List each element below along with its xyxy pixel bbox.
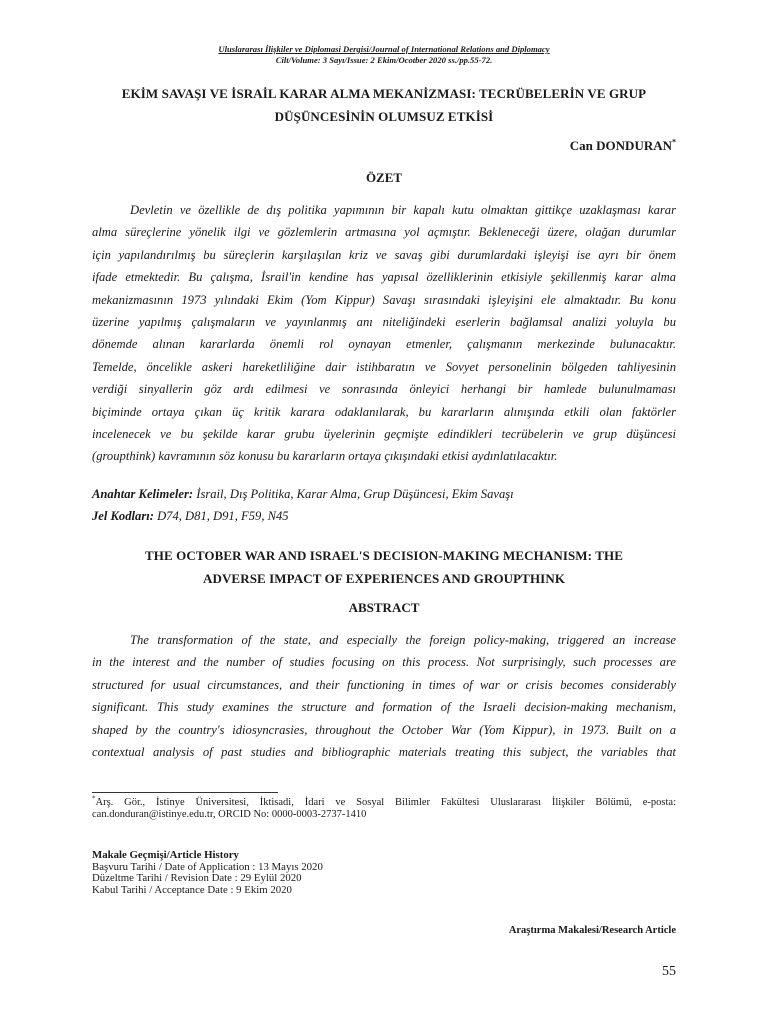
history-acceptance: Kabul Tarihi / Acceptance Date : 9 Ekim 2020 (92, 883, 292, 896)
ozet-line: Temelde, öncelikle askeri hareketliliğine dair istihbaratın ve Sovyet personelinin bölgeden tahliyesinin (92, 359, 676, 374)
ozet-body (92, 199, 676, 468)
turkish-title-line: EKİM SAVAŞI VE İSRAİL KARAR ALMA MEKANİZMASI: TECRÜBELERİN VE GRUP (121, 86, 647, 101)
journal-name-header: Uluslararası İlişkiler ve Diplomasi Dergisi/Journal of International Relations and Diplomacy (218, 44, 550, 54)
page-number: 55 (662, 964, 676, 979)
article-type: Araştırma Makalesi/Research Article (508, 925, 676, 936)
jel-label: Jel Kodları: (92, 509, 154, 523)
footnote-mark: * (92, 794, 96, 803)
ozet-line: Devletin ve özellikle de dış politika yapımının bir kapalı kutu olmaktan gittikçe uzaklaşması karar (130, 203, 676, 217)
issue-info-header: Cilt/Volume: 3 Sayı/Issue: 2 Ekim/Ocotber 2020 ss./pp.55-72. (275, 55, 493, 65)
author-footnote-mark[interactable]: * (672, 137, 676, 147)
history-title: Makale Geçmişi/Article History (92, 849, 239, 861)
abstract-line: contextual analysis of past studies and bibliographic materials treating this subject, the variables that (92, 745, 676, 760)
abstract-line: The transformation of the state, and especially the foreign policy-making, triggered an increase (130, 633, 676, 647)
turkish-title (0, 82, 768, 128)
english-title-line: THE OCTOBER WAR AND ISRAEL'S DECISION-MAKING MECHANISM: THE (145, 548, 623, 563)
ozet-line: alma süreçlerine yönelik ilgi ve gözlemlerin artmasına yol açmıştır. Bekleneceği üzere, olağan durumlar (92, 225, 676, 240)
history-revision: Düzeltme Tarihi / Revision Date : 29 Eylül 2020 (92, 872, 302, 884)
abstract-body (92, 629, 676, 763)
english-title (0, 544, 768, 590)
abstract-heading: ABSTRACT (348, 600, 420, 615)
keywords-value: İsrail, Dış Politika, Karar Alma, Grup Düşüncesi, Ekim Savaşı (193, 487, 514, 501)
ozet-line: incelenecek ve bu şekilde karar grubu üyelerinin geçmişte edindikleri tecrübelerin ve grup düşüncesi (92, 427, 676, 442)
ozet-line: mekanizmasının 1973 yılındaki Ekim (Yom Kippur) Savaşı sırasındaki işleyişini ele almaktadır. Bu konu (92, 292, 676, 307)
author-name: Can DONDURAN (569, 138, 672, 153)
author (570, 138, 676, 154)
footnote-divider (92, 792, 278, 793)
english-title-line: ADVERSE IMPACT OF EXPERIENCES AND GROUPTHINK (202, 571, 566, 586)
footnote-affiliation: Arş. Gör., İstinye Üniversitesi, İktisadi, İdari ve Sosyal Bilimler Fakültesi Uluslararası İlişkiler Bölümü, e-posta: (95, 797, 676, 808)
ozet-heading: ÖZET (365, 170, 403, 185)
jel-codes (92, 505, 289, 527)
footnote-contact[interactable]: can.donduran@istinye.edu.tr, ORCID No: 0000-0003-2737-1410 (92, 809, 367, 820)
ozet-line: verdiği sinyallerin göz ardı edilmesi ve sonrasında önleyici herhangi bir hamlede bulunulmaması (92, 382, 676, 397)
footnote (92, 794, 676, 821)
ozet-line: dönemde alınan kararlarda önemli rol oynayan etmenler, çalışmanın merkezinde bulunacaktır. (92, 337, 676, 352)
keywords-label: Anahtar Kelimeler: (92, 487, 194, 501)
ozet-line: (groupthink) kavramının söz konusu bu kararların ortaya çıkışındaki etkisi aydınlatılacaktır. (92, 449, 558, 464)
footnote-line (92, 794, 676, 809)
ozet-line: üzerine yapılmış çalışmaların ve yayınlanmış anı niteliğindeki eserlerin bağlamsal analizi yoluyla bu (92, 315, 676, 330)
ozet-line: biçiminde ortaya çıkan üç kritik karara odaklanılarak, bu kararların alınışında etkili olan faktörler (92, 404, 676, 419)
keywords (92, 483, 514, 505)
ozet-line: ifade etmektedir. Bu çalışma, İsrail'in kendine has yapısal özelliklerinin etkisiyle şekillenmiş karar alma (92, 270, 676, 285)
abstract-line: structured for usual circumstances, and their functioning in times of war or crisis becomes considerably (92, 677, 676, 692)
jel-value: D74, D81, D91, F59, N45 (153, 509, 289, 523)
abstract-line: shaped by the country's idiosyncrasies, throughout the October War (Yom Kippur), in 1973. Built on a (92, 722, 676, 737)
ozet-line: için yapılandırılmış bu süreçlerin karşılaşılan kriz ve savaş gibi durumlardaki işleyişi ise ayrı bir önem (92, 247, 676, 262)
turkish-title-line: DÜŞÜNCESİNİN OLUMSUZ ETKİSİ (274, 109, 494, 124)
abstract-line: in the interest and the number of studies focusing on this process. Not surprisingly, such processes are (92, 655, 676, 670)
article-history (92, 850, 323, 896)
abstract-line: significant. This study examines the structure and formation of the Israeli decision-making mechanism, (92, 700, 676, 715)
history-application: Başvuru Tarihi / Date of Application : 13 Mayıs 2020 (92, 860, 323, 873)
